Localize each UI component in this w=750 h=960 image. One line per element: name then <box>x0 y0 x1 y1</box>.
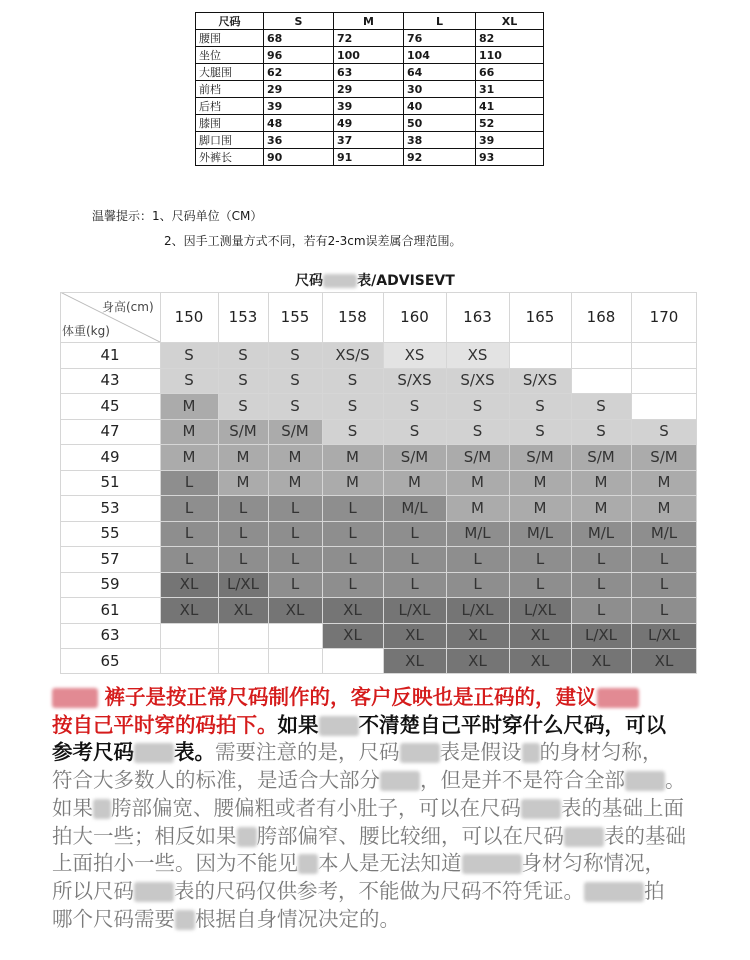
advice-text: 表的尺码仅供参考，不能做为尺码不符凭证。 <box>174 878 584 903</box>
advice-text: 根据自身情况决定的。 <box>195 906 400 931</box>
height-header: 150 <box>174 308 204 326</box>
table-cell: 40 <box>404 98 476 115</box>
size-cell: L <box>160 495 218 521</box>
size-cell: S <box>322 368 383 394</box>
size-cell: L <box>322 546 383 572</box>
size-chart-title <box>0 270 750 290</box>
row-label: 前档 <box>196 81 264 98</box>
size-cell: XS <box>446 342 509 368</box>
row-label: 膝围 <box>196 115 264 132</box>
grid-line <box>60 597 697 598</box>
height-header: 168 <box>586 308 616 326</box>
grid-line <box>60 572 697 573</box>
size-cell: L <box>509 572 571 598</box>
size-cell: M <box>509 495 571 521</box>
size-cell: L <box>268 572 322 598</box>
size-cell: S/XS <box>446 368 509 394</box>
size-cell: XL <box>446 623 509 649</box>
grid-line <box>60 623 697 624</box>
advice-text: 按自己平时穿的码拍下。 <box>52 712 278 737</box>
size-cell: S <box>446 393 509 419</box>
blurred-text <box>52 688 98 708</box>
row-label: 大腿围 <box>196 64 264 81</box>
weight-header: 43 <box>100 371 120 390</box>
grid-line <box>60 342 697 343</box>
size-cell: XL <box>160 572 218 598</box>
advice-text: 拍大一些；相反如果 <box>52 823 237 848</box>
blurred-text <box>400 743 440 763</box>
size-cell: L <box>383 521 446 547</box>
table-cell: 68 <box>264 30 334 47</box>
title-suffix: 表/ADVISEVT <box>357 273 455 289</box>
advice-text: 所以尺码 <box>52 878 134 903</box>
size-cell: S/M <box>218 419 268 445</box>
size-cell: L <box>383 546 446 572</box>
table-cell: 104 <box>404 47 476 64</box>
table-cell: 100 <box>334 47 404 64</box>
weight-header: 53 <box>100 498 120 517</box>
size-cell: M/L <box>571 521 631 547</box>
size-cell: M/L <box>631 521 697 547</box>
size-cell <box>268 648 322 674</box>
advice-text: 如果 <box>277 712 319 737</box>
blurred-text <box>93 799 111 819</box>
advice-text: 的身材匀称， <box>539 740 663 765</box>
table-cell: 66 <box>476 64 544 81</box>
size-cell: S <box>509 419 571 445</box>
table-row <box>196 149 544 166</box>
size-cell: S/M <box>383 444 446 470</box>
size-cell: XS/S <box>322 342 383 368</box>
blurred-text <box>298 854 318 874</box>
blurred-text <box>625 771 665 791</box>
size-cell <box>218 648 268 674</box>
grid-line <box>60 419 697 420</box>
size-cell: S <box>218 342 268 368</box>
size-cell: L <box>322 572 383 598</box>
size-cell: S <box>322 393 383 419</box>
size-cell: L <box>631 597 697 623</box>
size-cell: L <box>268 521 322 547</box>
size-cell: XL <box>322 623 383 649</box>
blurred-text <box>134 743 174 763</box>
grid-line <box>268 292 269 673</box>
size-cell: XL <box>322 597 383 623</box>
size-cell: L <box>268 546 322 572</box>
table-cell: 36 <box>264 132 334 149</box>
grid-line <box>446 292 447 673</box>
grid-line <box>160 292 161 673</box>
table-cell: 93 <box>476 149 544 166</box>
weight-header: 55 <box>100 524 120 543</box>
table-cell: 62 <box>264 64 334 81</box>
advice-text: 符合大多数人的标准，是适合大部分 <box>52 768 380 793</box>
size-cell: M <box>571 470 631 496</box>
size-cell: M/L <box>383 495 446 521</box>
blurred-text <box>237 827 257 847</box>
size-cell: L <box>446 546 509 572</box>
advice-text: 哪个尺码需要 <box>52 906 175 931</box>
blurred-text <box>584 882 644 902</box>
column-header: 尺码 <box>196 13 264 30</box>
size-advice-paragraph <box>52 684 742 933</box>
size-cell: S <box>509 393 571 419</box>
column-header: L <box>404 13 476 30</box>
size-cell: M <box>268 444 322 470</box>
table-cell: 29 <box>264 81 334 98</box>
weight-header: 65 <box>100 651 120 670</box>
table-row <box>196 30 544 47</box>
weight-axis-label: 体重(kg) <box>62 324 110 338</box>
size-cell: L/XL <box>631 623 697 649</box>
advice-text: 拍 <box>644 878 665 903</box>
weight-header: 47 <box>100 422 120 441</box>
blurred-text <box>134 882 174 902</box>
weight-header: 41 <box>100 345 120 364</box>
size-cell: XL <box>383 623 446 649</box>
size-cell <box>509 342 571 368</box>
size-cell: S/XS <box>509 368 571 394</box>
table-cell: 37 <box>334 132 404 149</box>
table-cell: 39 <box>476 132 544 149</box>
row-label: 外裤长 <box>196 149 264 166</box>
size-cell: L <box>322 521 383 547</box>
size-cell: M <box>218 470 268 496</box>
size-cell: M <box>446 470 509 496</box>
size-cell: M <box>631 495 697 521</box>
size-cell: XL <box>218 597 268 623</box>
advice-text: 表是假设 <box>439 740 522 765</box>
size-cell: M <box>160 444 218 470</box>
table-row <box>196 115 544 132</box>
size-cell: L/XL <box>509 597 571 623</box>
size-cell <box>631 342 697 368</box>
size-cell: S/M <box>571 444 631 470</box>
size-cell: M <box>509 470 571 496</box>
height-header: 153 <box>228 308 258 326</box>
row-label: 腰围 <box>196 30 264 47</box>
size-cell: L <box>571 546 631 572</box>
weight-header: 45 <box>100 396 120 415</box>
row-label: 脚口围 <box>196 132 264 149</box>
blurred-text <box>380 771 420 791</box>
size-cell <box>631 393 697 419</box>
grid-line <box>631 292 632 673</box>
table-cell: 48 <box>264 115 334 132</box>
advice-text: 如果 <box>52 795 93 820</box>
size-cell: M <box>446 495 509 521</box>
tip-line-2: 2、因手工测量方式不同，若有2-3cm误差属合理范围。 <box>164 234 462 248</box>
size-cell: L <box>631 546 697 572</box>
measurement-table <box>195 12 544 166</box>
advice-text: 裤子是按正常尺码制作的，客户反映也是正码的，建议 <box>104 685 597 709</box>
table-cell: 52 <box>476 115 544 132</box>
advice-text: ，但是并不是符合全部 <box>420 768 625 793</box>
size-cell: XL <box>160 597 218 623</box>
weight-header: 61 <box>100 600 120 619</box>
size-cell: L/XL <box>218 572 268 598</box>
size-cell: S <box>268 393 322 419</box>
table-cell: 90 <box>264 149 334 166</box>
column-header: XL <box>476 13 544 30</box>
advice-text: 。 <box>665 768 686 793</box>
size-cell: L <box>160 546 218 572</box>
table-row <box>196 47 544 64</box>
size-cell: S/M <box>268 419 322 445</box>
size-cell: M <box>631 470 697 496</box>
size-cell: S <box>218 393 268 419</box>
grid-line <box>218 292 219 673</box>
weight-header: 59 <box>100 575 120 594</box>
grid-line <box>60 495 697 496</box>
size-cell <box>571 342 631 368</box>
size-cell: XL <box>571 648 631 674</box>
grid-line <box>60 546 697 547</box>
size-cell: XL <box>383 648 446 674</box>
table-row <box>196 81 544 98</box>
size-cell: L <box>218 546 268 572</box>
size-cell: L <box>160 470 218 496</box>
size-cell: L <box>446 572 509 598</box>
grid-line <box>509 292 510 673</box>
blurred-text <box>564 827 604 847</box>
size-cell: S <box>268 368 322 394</box>
size-cell: S <box>446 419 509 445</box>
weight-header: 49 <box>100 447 120 466</box>
size-cell: L <box>218 495 268 521</box>
grid-line <box>60 470 697 471</box>
size-cell: L/XL <box>383 597 446 623</box>
table-cell: 31 <box>476 81 544 98</box>
table-cell: 30 <box>404 81 476 98</box>
advice-text: 表。 <box>174 740 215 765</box>
size-cell: S <box>268 342 322 368</box>
blurred-text <box>597 688 639 708</box>
grid-line <box>60 673 697 674</box>
size-cell: S <box>218 368 268 394</box>
size-cell <box>571 368 631 394</box>
table-cell: 38 <box>404 132 476 149</box>
size-cell: S <box>631 419 697 445</box>
size-cell: L <box>571 572 631 598</box>
grid-line <box>60 292 61 673</box>
advice-text: 不清楚自己平时穿什么尺码，可以 <box>358 712 666 737</box>
size-cell: L <box>631 572 697 598</box>
table-row <box>196 98 544 115</box>
size-cell: M <box>218 444 268 470</box>
table-cell: 91 <box>334 149 404 166</box>
table-row <box>196 64 544 81</box>
size-cell: XL <box>631 648 697 674</box>
size-cell: S <box>571 419 631 445</box>
table-cell: 41 <box>476 98 544 115</box>
size-cell <box>631 368 697 394</box>
row-label: 后档 <box>196 98 264 115</box>
height-header: 155 <box>280 308 310 326</box>
size-cell: L <box>571 597 631 623</box>
advice-text: 胯部偏窄、腰比较细，可以在尺码 <box>256 823 564 848</box>
table-cell: 39 <box>334 98 404 115</box>
advice-text: 表的基础上面 <box>561 795 684 820</box>
table-cell: 29 <box>334 81 404 98</box>
size-cell <box>218 623 268 649</box>
title-prefix: 尺码 <box>295 273 324 289</box>
size-cell: M <box>322 444 383 470</box>
advice-text: 参考尺码 <box>52 740 134 765</box>
column-header: S <box>264 13 334 30</box>
size-cell: L <box>160 521 218 547</box>
size-cell <box>160 623 218 649</box>
size-cell: M <box>571 495 631 521</box>
size-cell: XL <box>446 648 509 674</box>
advice-text: 表的基础 <box>604 823 686 848</box>
size-cell: S <box>383 393 446 419</box>
height-header: 158 <box>338 308 367 326</box>
table-cell: 96 <box>264 47 334 64</box>
weight-header: 51 <box>100 473 120 492</box>
size-cell: M <box>383 470 446 496</box>
advice-text: 上面拍小一些。因为不能见 <box>52 851 298 876</box>
height-header: 160 <box>400 308 429 326</box>
size-cell: XL <box>509 623 571 649</box>
table-cell: 92 <box>404 149 476 166</box>
advice-text: 胯部偏宽、腰偏粗或者有小肚子，可以在尺码 <box>111 795 521 820</box>
size-cell <box>268 623 322 649</box>
size-cell <box>160 648 218 674</box>
grid-line <box>383 292 384 673</box>
size-cell: S/M <box>446 444 509 470</box>
size-cell: S <box>322 419 383 445</box>
table-cell: 82 <box>476 30 544 47</box>
height-header: 165 <box>525 308 555 326</box>
weight-header: 57 <box>100 549 120 568</box>
advice-text: 身材匀称情况， <box>521 851 665 876</box>
table-cell: 50 <box>404 115 476 132</box>
size-cell: L/XL <box>571 623 631 649</box>
grid-line <box>60 521 697 522</box>
size-cell: XL <box>509 648 571 674</box>
blurred-text <box>521 799 561 819</box>
size-cell: L <box>383 572 446 598</box>
table-cell: 63 <box>334 64 404 81</box>
blurred-text <box>522 743 540 763</box>
grid-line <box>696 292 697 673</box>
column-header: M <box>334 13 404 30</box>
size-cell: L <box>218 521 268 547</box>
size-cell: XL <box>268 597 322 623</box>
size-cell: L <box>509 546 571 572</box>
size-cell: M/L <box>446 521 509 547</box>
row-label: 坐位 <box>196 47 264 64</box>
size-cell: L <box>268 495 322 521</box>
size-cell: M/L <box>509 521 571 547</box>
size-cell: S <box>571 393 631 419</box>
size-cell <box>322 648 383 674</box>
size-cell: S <box>160 342 218 368</box>
size-cell: L/XL <box>446 597 509 623</box>
size-cell: S/XS <box>383 368 446 394</box>
grid-line <box>571 292 572 673</box>
grid-line <box>60 444 697 445</box>
table-cell: 76 <box>404 30 476 47</box>
grid-line <box>60 648 697 649</box>
grid-line <box>322 292 323 673</box>
grid-line <box>60 368 697 369</box>
size-cell: S/M <box>509 444 571 470</box>
table-cell: 110 <box>476 47 544 64</box>
blurred-text <box>323 274 357 288</box>
height-header: 163 <box>463 308 492 326</box>
blurred-text <box>319 716 359 736</box>
size-cell: S <box>383 419 446 445</box>
advice-text: 本人是无法知道 <box>318 851 462 876</box>
size-cell: S/M <box>631 444 697 470</box>
table-row <box>196 132 544 149</box>
size-cell: M <box>322 470 383 496</box>
table-cell: 49 <box>334 115 404 132</box>
size-cell: L <box>322 495 383 521</box>
table-header-row <box>196 13 544 30</box>
grid-line <box>60 292 697 293</box>
advice-text: 需要注意的是，尺码 <box>215 740 400 765</box>
size-cell: M <box>160 419 218 445</box>
size-cell: M <box>160 393 218 419</box>
grid-line <box>60 393 697 394</box>
table-cell: 39 <box>264 98 334 115</box>
height-axis-label: 身高(cm) <box>102 300 154 314</box>
size-chart-grid <box>60 292 697 673</box>
blurred-text <box>462 854 522 874</box>
table-cell: 72 <box>334 30 404 47</box>
weight-header: 63 <box>100 626 120 645</box>
size-cell: XS <box>383 342 446 368</box>
size-cell: M <box>268 470 322 496</box>
tip-line-1: 温馨提示：1、尺码单位（CM） <box>92 209 263 223</box>
height-header: 170 <box>649 308 679 326</box>
size-cell: S <box>160 368 218 394</box>
blurred-text <box>175 910 195 930</box>
table-cell: 64 <box>404 64 476 81</box>
